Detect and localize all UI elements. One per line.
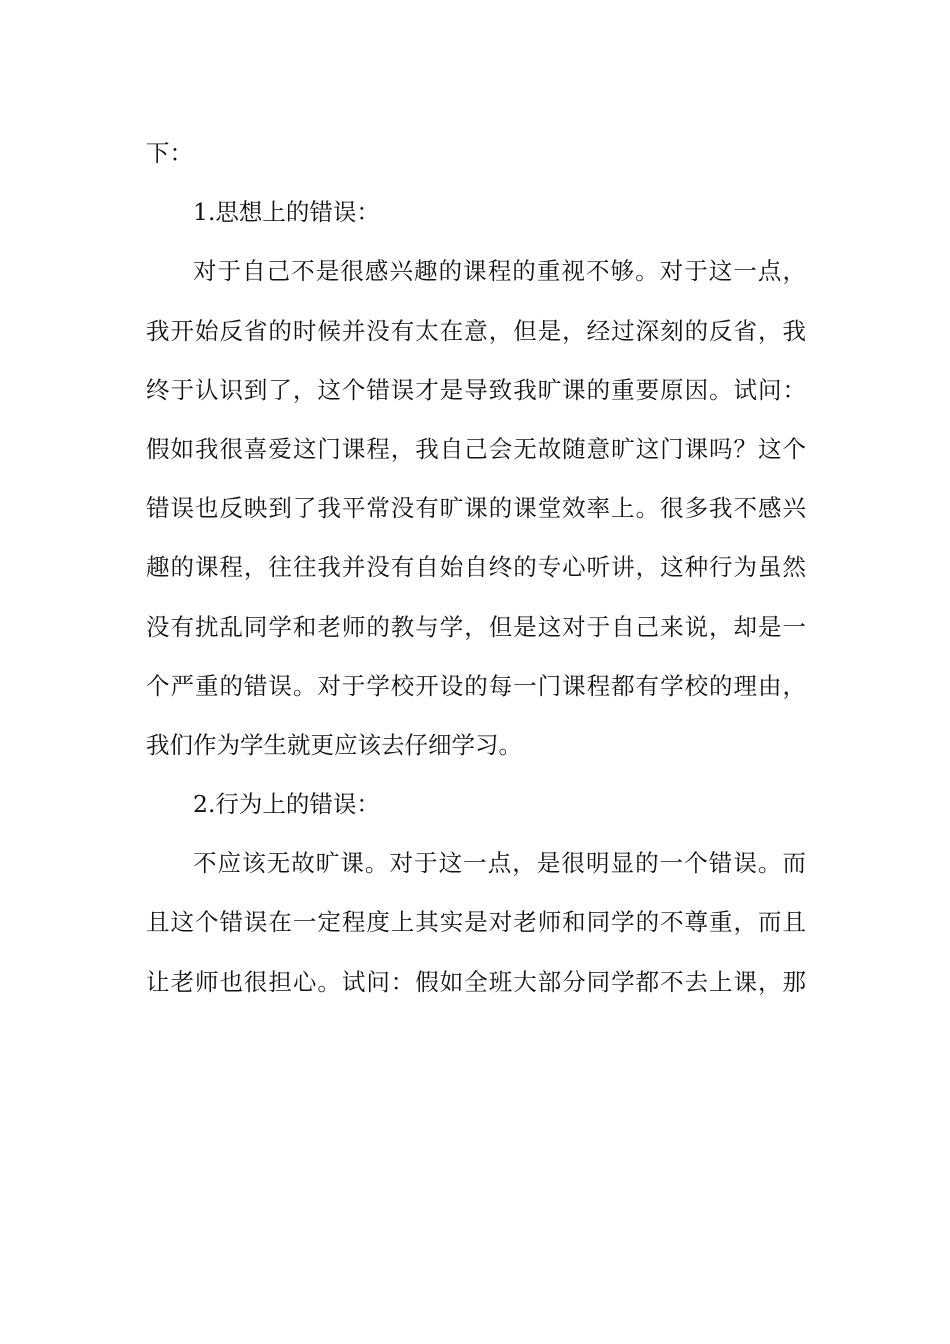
text-line: 对于自己不是很感兴趣的课程的重视不够。对于这一点，: [193, 257, 806, 286]
text-line: 让老师也很担心。试问：假如全班大部分同学都不去上课，那: [146, 967, 806, 996]
text-line: 下：: [146, 139, 193, 167]
text-line: 终于认识到了，这个错误才是导致我旷课的重要原因。试问：: [146, 375, 806, 404]
text-line: 且这个错误在一定程度上其实是对老师和同学的不尊重，而且: [146, 908, 806, 937]
text-line: 错误也反映到了我平常没有旷课的课堂效率上。很多我不感兴: [146, 494, 806, 523]
section-heading: 1.思想上的错误：: [193, 198, 380, 227]
document-body: [146, 129, 806, 1017]
text-line: 我开始反省的时候并没有太在意，但是，经过深刻的反省，我: [146, 316, 806, 345]
text-line: 趣的课程，往往我并没有自始自终的专心听讲，这种行为虽然: [146, 553, 806, 582]
text-line: 个严重的错误。对于学校开设的每一门课程都有学校的理由，: [146, 671, 806, 700]
text-line: 没有扰乱同学和老师的教与学，但是这对于自己来说，却是一: [146, 612, 806, 641]
section-heading: 2.行为上的错误：: [193, 790, 380, 819]
text-line: 我们作为学生就更应该去仔细学习。: [146, 730, 522, 759]
text-line: 不应该无故旷课。对于这一点，是很明显的一个错误。而: [193, 849, 806, 878]
text-line: 假如我很喜爱这门课程，我自己会无故随意旷这门课吗？这个: [146, 434, 806, 463]
